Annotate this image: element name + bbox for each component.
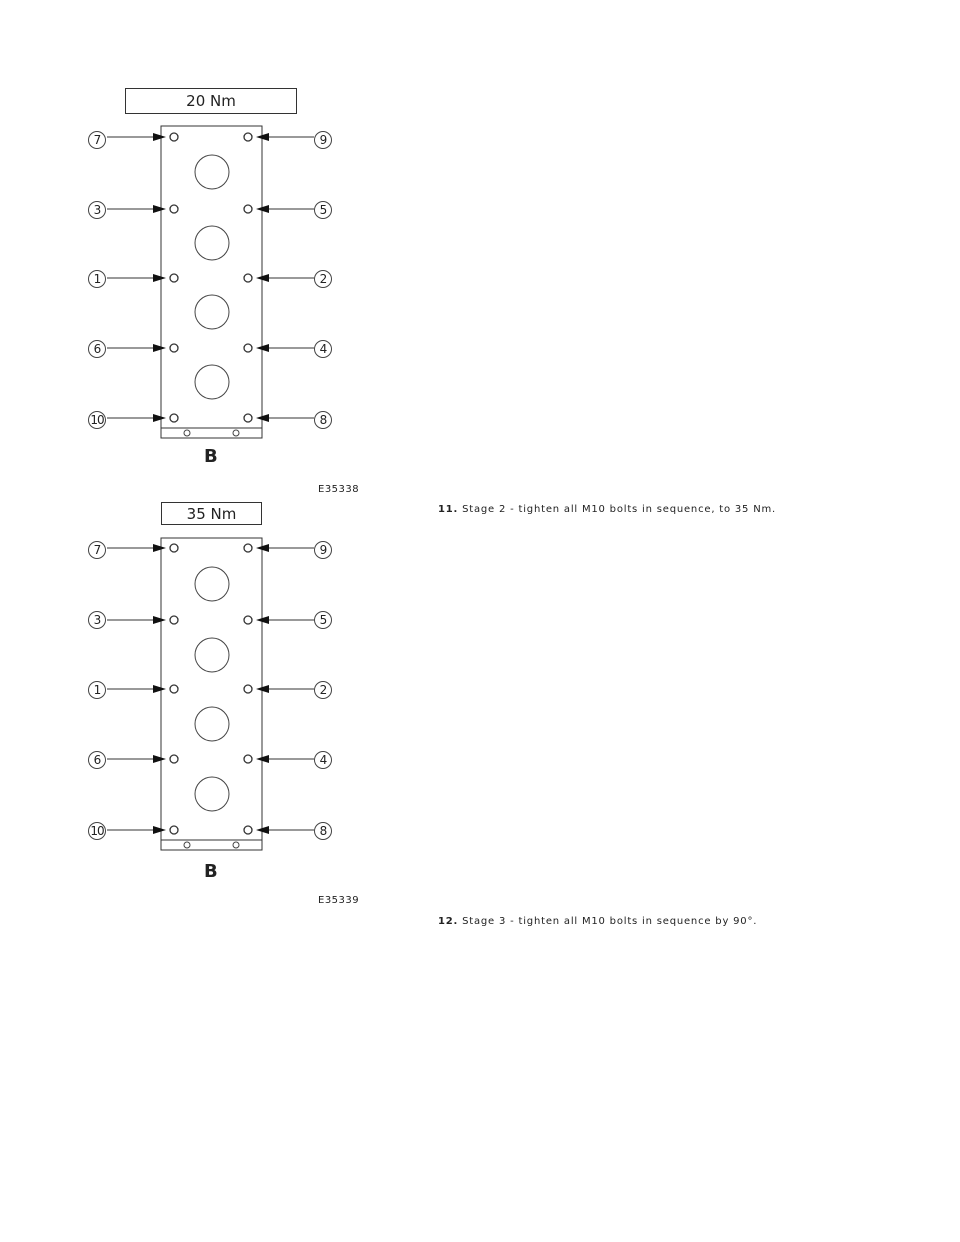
bolt-sequence-diagram-stage-2 xyxy=(0,492,380,912)
arrow-right-icon xyxy=(153,544,166,552)
bolt-hole xyxy=(170,205,178,213)
torque-value-box: 20 Nm xyxy=(125,88,297,114)
bolt-hole xyxy=(244,755,252,763)
bolt-label-left: 6 xyxy=(88,340,106,358)
arrow-right-icon xyxy=(153,274,166,282)
bolt-hole xyxy=(170,133,178,141)
arrow-right-icon xyxy=(153,755,166,763)
bolt-label-right: 8 xyxy=(314,822,332,840)
step-text: Stage 3 - tighten all M10 bolts in sequence by 90°. xyxy=(462,916,758,927)
bolt-hole xyxy=(244,274,252,282)
bolt-label-left: 1 xyxy=(88,681,106,699)
bolt-hole xyxy=(170,616,178,624)
bolt-label-left: 3 xyxy=(88,201,106,219)
bolt-hole xyxy=(244,616,252,624)
bolt-label-right: 4 xyxy=(314,751,332,769)
bolt-label-right: 2 xyxy=(314,270,332,288)
bolt-label-left: 7 xyxy=(88,131,106,149)
step-text: Stage 2 - tighten all M10 bolts in sequence, to 35 Nm. xyxy=(462,504,776,515)
bolt-hole xyxy=(170,344,178,352)
arrow-right-icon xyxy=(153,205,166,213)
bolt-hole xyxy=(170,544,178,552)
view-letter: B xyxy=(204,446,218,467)
bolt-hole xyxy=(170,414,178,422)
bolt-label-right: 9 xyxy=(314,131,332,149)
arrow-right-icon xyxy=(153,685,166,693)
bolt-hole xyxy=(244,685,252,693)
arrow-right-icon xyxy=(153,616,166,624)
figure-id: E35339 xyxy=(318,895,360,906)
bolt-label-right: 5 xyxy=(314,201,332,219)
bolt-hole xyxy=(244,414,252,422)
arrow-right-icon xyxy=(153,414,166,422)
bolt-label-left: 3 xyxy=(88,611,106,629)
step-number: 12. xyxy=(438,916,459,927)
arrow-right-icon xyxy=(153,826,166,834)
bolt-hole xyxy=(244,205,252,213)
bolt-hole xyxy=(244,344,252,352)
view-letter: B xyxy=(204,861,218,882)
bolt-hole xyxy=(244,826,252,834)
bolt-label-right: 4 xyxy=(314,340,332,358)
bolt-hole xyxy=(170,274,178,282)
step-11 xyxy=(438,504,776,515)
bolt-label-left: 10 xyxy=(88,822,106,840)
step-12 xyxy=(438,916,757,927)
bolt-label-left: 1 xyxy=(88,270,106,288)
step-number: 11. xyxy=(438,504,459,515)
bolt-sequence-diagram-stage-1 xyxy=(0,80,380,500)
torque-value-box: 35 Nm xyxy=(161,502,262,525)
figure-id: E35338 xyxy=(318,484,360,495)
bolt-hole xyxy=(170,826,178,834)
bolt-hole xyxy=(244,133,252,141)
bolt-label-left: 7 xyxy=(88,541,106,559)
bolt-hole xyxy=(170,755,178,763)
bolt-label-right: 5 xyxy=(314,611,332,629)
bolt-label-right: 9 xyxy=(314,541,332,559)
arrow-right-icon xyxy=(153,133,166,141)
bolt-hole xyxy=(244,544,252,552)
bolt-hole xyxy=(170,685,178,693)
arrow-right-icon xyxy=(153,344,166,352)
bolt-label-left: 6 xyxy=(88,751,106,769)
bolt-label-left: 10 xyxy=(88,411,106,429)
bolt-label-right: 2 xyxy=(314,681,332,699)
bolt-label-right: 8 xyxy=(314,411,332,429)
